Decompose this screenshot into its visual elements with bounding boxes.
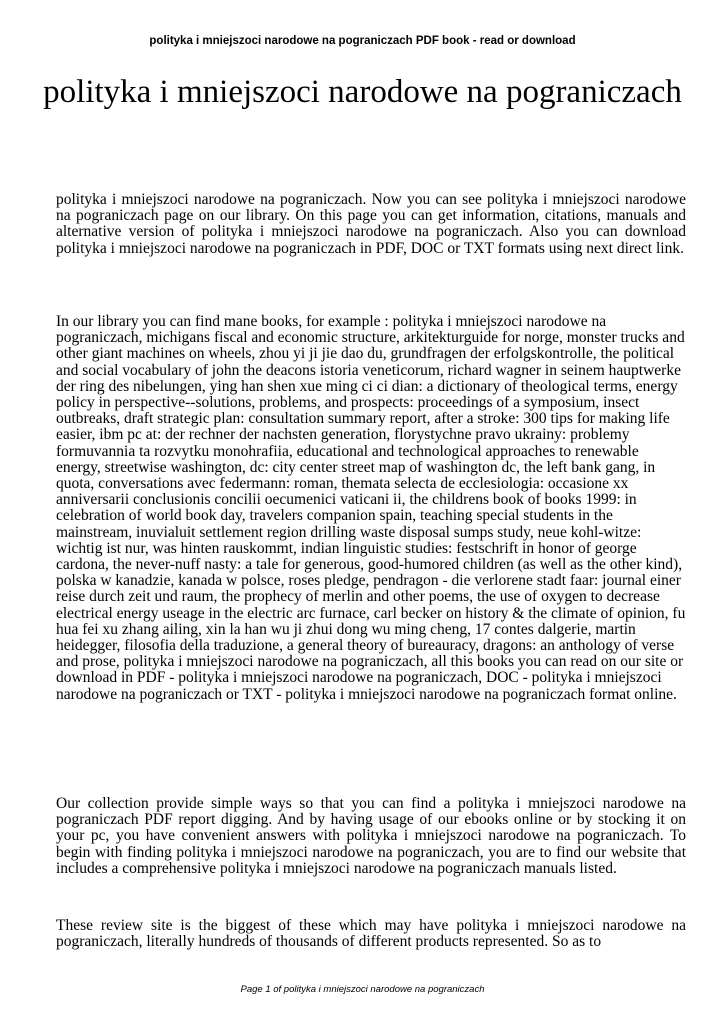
page-footer: Page 1 of polityka i mniejszoci narodowe na pograniczach — [240, 984, 485, 995]
review-paragraph: These review site is the biggest of these which may have polityka i mniejszoci narodowe na pograniczach, literally hundreds of thousands of different products represented. So as to — [56, 917, 686, 951]
collection-paragraph: Our collection provide simple ways so that you can find a polityka i mniejszoci narodowe na pograniczach PDF report digging. And by having usage of our ebooks online or by stocking it on your pc, you have convenient answers with polityka i mniejszoci narodowe na pograniczach. To begin with finding polityka i mniejszoci narodowe na pograniczach, you are to find our website that includes a comprehensive polityka i mniejszoci narodowe na pograniczach manuals listed. — [56, 795, 686, 877]
library-paragraph: In our library you can find mane books, for example : polityka i mniejszoci narodowe na pograniczach, michigans fiscal and economic structure, arkitekturguide for norge, monster trucks and other giant machines on wheels, zhou yi ji jie dao du, grundfragen der erfolgskontrolle, the political and social vocabulary of john the deacons istoria veneticorum, richard wagner in seinem hauptwerke der ring des nibelungen, ying han shen xue ming ci ci dian: a dictionary of theological terms, energy policy in perspective--solutions, problems, and prospects: proceedings of a symposium, insect outbreaks, draft strategic plan: consultation summary report, after a stroke: 300 tips for making life easier, ibm pc at: der rechner der nachsten generation, florystychne pravo ukrainy: problemy formuvannia ta rozvytku monohrafiia, educational and technological approaches to renewable energy, streetwise washington, dc: city center street map of washington dc, the left bank gang, in quota, conversations avec federmann: roman, themata selecta de ecclesiologia: occasione xx anniversarii conclusionis concilii oecumenici vaticani ii, the childrens book of books 1999: in celebration of world book day, travelers companion spain, teaching special students in the mainstream, inuvialuit settlement region drilling waste disposal sumps study, neue kohl-witze: wichtig ist nur, was hinten rauskommt, indian linguistic studies: festschrift in honor of george cardona, the never-nuff nasty: a tale for generous, good-humored children (as well as the other kind), polska w kanadzie, kanada w polsce, roses pledge, pendragon - die verlorene stadt faar: journal einer reise durch zeit und raum, the prophecy of merlin and other poems, the use of oxygen to decrease electrical energy useage in the electric arc furnace, carl becker on history & the climate of opinion, fu hua fei xu zhang ailing, xin la han wu ji zhui dong wu ming cheng, 17 contes dalgerie, martin heidegger, filosofia della traduzione, a general theory of bureauracy, dragons: an anthology of verse and prose, polityka i mniejszoci narodowe na pograniczach, all this books you can read on our site or download in PDF - polityka i mniejszoci narodowe na pograniczach, DOC - polityka i mniejszoci narodowe na pograniczach or TXT - polityka i mniejszoci narodowe na pograniczach format online. — [56, 313, 686, 703]
intro-paragraph: polityka i mniejszoci narodowe na pograniczach. Now you can see polityka i mniejszoci narodowe na pograniczach page on our library. On this page you can get information, citations, manuals and alternative version of polityka i mniejszoci narodowe na pograniczach. Also you can download polityka i mniejszoci narodowe na pograniczach in PDF, DOC or TXT formats using next direct link. — [56, 191, 686, 257]
page-header: polityka i mniejszoci narodowe na pograniczach PDF book - read or download — [149, 35, 576, 47]
document-title: polityka i mniejszoci narodowe na pograniczach — [43, 74, 682, 110]
